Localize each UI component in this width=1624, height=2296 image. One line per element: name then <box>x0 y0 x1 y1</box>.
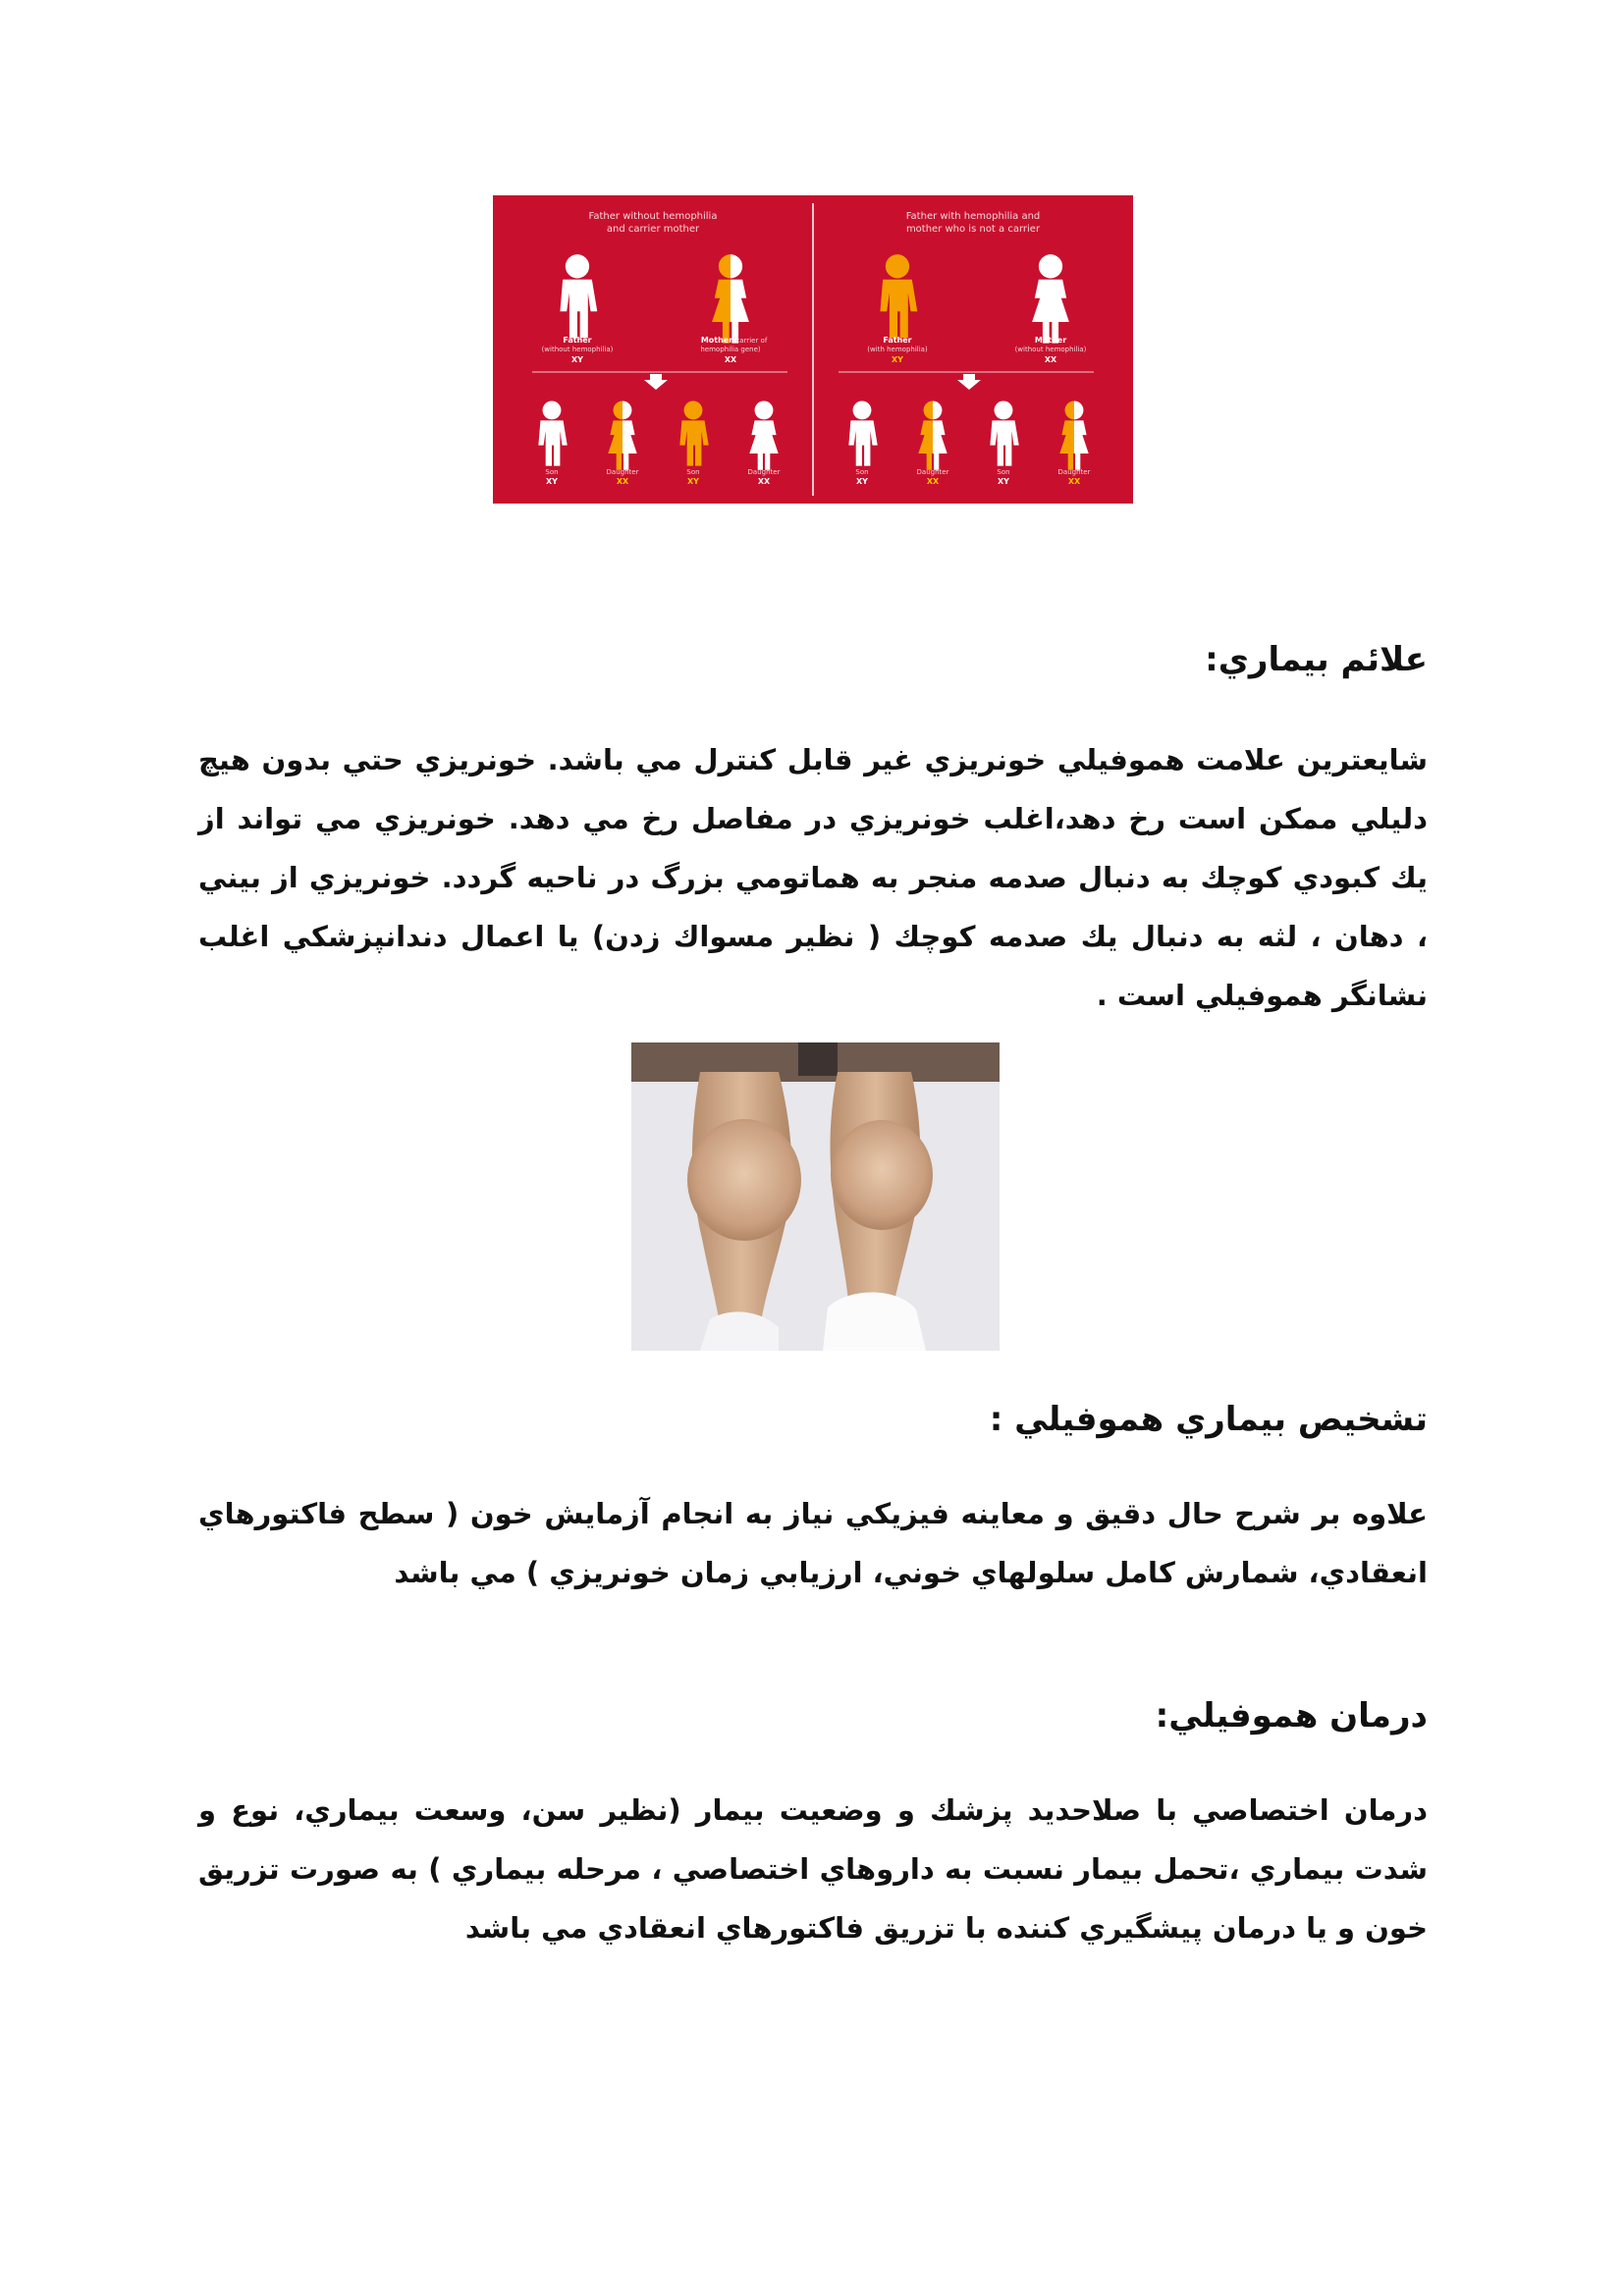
right-father-sub: (with hemophilia) <box>867 346 928 353</box>
left-child2-geno: XX <box>616 477 629 486</box>
child-son-unaffected-icon <box>538 400 567 465</box>
child-daughter-carrier-icon <box>918 400 947 469</box>
symptoms-paragraph: شايعترين علامت هموفيلي خونريزي غير قابل كنترل مي باشد. خونريزي حتي بدون هيچ دليلي ممكن است رخ دهد،اغلب خونريزي در مفاصل رخ مي دهد. خونريزي مي تواند از يك كبودي كوچك به دنبال صدمه منجر به هماتومي بزرگ در ناحيه گردد. خونريزي از بيني ، دهان ، لثه به دنبال يك صدمه كوچك ( نظير مسواك زدن) يا اعمال دندانپزشكي اغلب نشانگر هموفيلي است . <box>198 743 1428 1012</box>
right-child4-label: Daughter <box>1057 468 1091 476</box>
treatment-heading: درمان هموفيلي: <box>1155 1696 1428 1735</box>
right-mother-sub: (without hemophilia) <box>1014 346 1087 353</box>
right-child3-label: Son <box>997 468 1010 476</box>
treatment-paragraph: درمان اختصاصي با صلاحديد پزشك و وضعيت بيمار (نظير سن، وسعت بيماري، نوع و شدت بيماري ،تحمل بيمار نسبت به داروهاي اختصاصي ، مرحله بيماري ) به صورت تزريق خون و يا درمان پيشگيري كننده با تزريق فاكتورهاي انعقادي مي باشد <box>198 1793 1428 1945</box>
left-child1-label: Son <box>545 468 559 476</box>
left-mother-geno: XX <box>724 355 737 364</box>
left-child4-label: Daughter <box>747 468 781 476</box>
child-son-unaffected-icon <box>848 400 877 465</box>
left-caption-line1: Father without hemophilia <box>588 211 718 222</box>
child-son-affected-icon <box>679 400 708 465</box>
left-child3-geno: XY <box>687 477 699 486</box>
left-child1-geno: XY <box>546 477 558 486</box>
right-caption-line2: mother who is not a carrier <box>905 224 1041 235</box>
right-child1-geno: XY <box>856 477 868 486</box>
left-father-label: Father <box>563 336 592 345</box>
right-mother-label: Mother <box>1034 336 1067 345</box>
child-daughter-carrier-icon <box>608 400 636 469</box>
swollen-knees-photo <box>631 1042 1000 1351</box>
left-child3-label: Son <box>686 468 700 476</box>
left-mother-label: Mother <box>700 336 733 345</box>
left-caption-line2: and carrier mother <box>606 224 700 235</box>
left-father-geno: XY <box>571 355 583 364</box>
father-affected-icon <box>880 254 917 338</box>
mother-carrier-icon <box>712 254 749 343</box>
left-father-sub: (without hemophilia) <box>541 346 614 353</box>
child-daughter-carrier-icon <box>1059 400 1088 469</box>
right-child2-label: Daughter <box>916 468 949 476</box>
arrow-down-icon <box>957 374 981 390</box>
symptoms-heading: علائم بيماري: <box>1205 640 1428 679</box>
father-unaffected-icon <box>560 254 597 338</box>
left-child2-label: Daughter <box>606 468 639 476</box>
right-child2-geno: XX <box>926 477 940 486</box>
diagnosis-heading: تشخيص بيماري هموفيلي : <box>989 1400 1428 1439</box>
right-child1-label: Son <box>855 468 869 476</box>
child-daughter-unaffected-icon <box>749 400 778 469</box>
left-mother-sub2: hemophilia gene) <box>700 346 761 353</box>
right-child3-geno: XY <box>998 477 1009 486</box>
right-father-geno: XY <box>892 355 903 364</box>
right-mother-geno: XX <box>1044 355 1057 364</box>
arrow-down-icon <box>644 374 668 390</box>
diagnosis-paragraph: علاوه بر شرح حال دقيق و معاينه فيزيكي نياز به انجام آزمايش خون ( سطح فاكتورهاي انعقادي، شمارش كامل سلولهاي خوني، ارزيابي زمان خونريزي ) مي باشد <box>198 1497 1428 1589</box>
left-child4-geno: XX <box>757 477 771 486</box>
right-caption-line1: Father with hemophilia and <box>905 211 1041 222</box>
child-son-unaffected-icon <box>990 400 1018 465</box>
right-father-label: Father <box>883 336 912 345</box>
right-child4-geno: XX <box>1067 477 1081 486</box>
mother-noncarrier-icon <box>1032 254 1069 343</box>
hemophilia-inheritance-diagram <box>493 195 1133 504</box>
left-mother-sub1: (carrier of <box>732 337 768 345</box>
